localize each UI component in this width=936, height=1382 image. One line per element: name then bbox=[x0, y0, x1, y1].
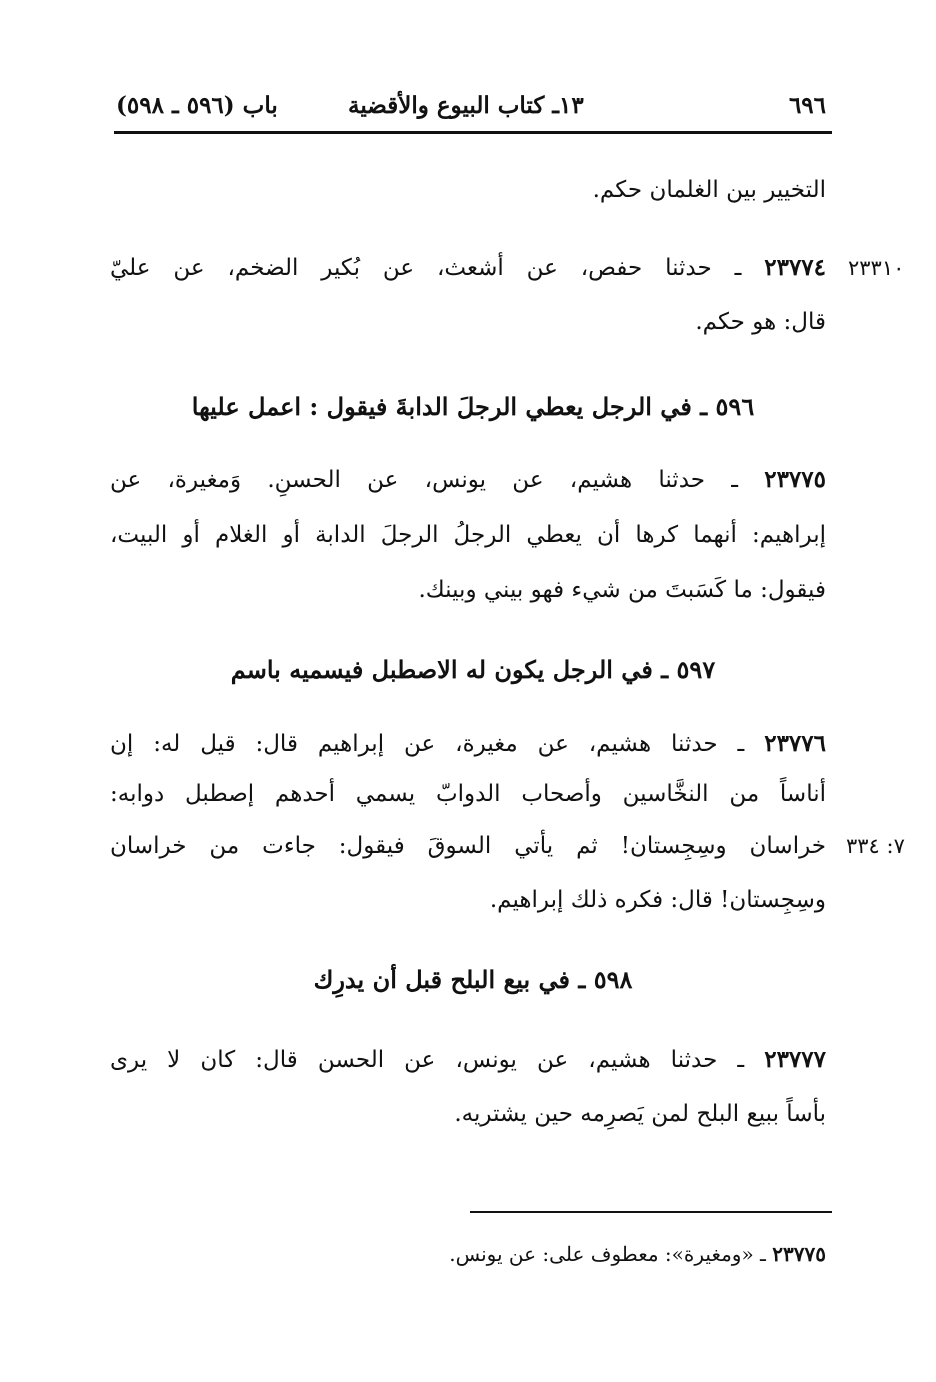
hadith-text: ـ حدثنا هشيم، عن يونس، عن الحسن قال: كان لا يرى bbox=[110, 1047, 745, 1073]
chapter-range: باب (٥٩٦ ـ ٥٩٨) bbox=[116, 92, 278, 119]
hadith-number: ٢٣٧٧٤ bbox=[764, 254, 827, 281]
footnote-number: ٢٣٧٧٥ bbox=[772, 1242, 826, 1266]
margin-reference: ٧: ٣٣٤ bbox=[846, 834, 905, 858]
hadith-23777-line1 bbox=[110, 1040, 826, 1080]
footnote-text: ـ «ومغيرة»: معطوف على: عن يونس. bbox=[449, 1242, 766, 1266]
hadith-23776-line2: أناساً من النخَّاسين وأصحاب الدوابّ يسمي أحدهم إصطبل دوابه: bbox=[110, 781, 826, 807]
header-rule bbox=[114, 131, 832, 134]
hadith-number: ٢٣٧٧٥ bbox=[764, 466, 826, 493]
footnote-rule bbox=[470, 1211, 832, 1213]
hadith-text: ـ حدثنا حفص، عن أشعث، عن بُكير الضخم، عن عليّ bbox=[110, 255, 742, 281]
hadith-23776-line3: خراسان وسِجِستان! ثم يأتي السوقَ فيقول: جاءت من خراسان bbox=[110, 833, 826, 859]
book-title: ١٣ـ كتاب البيوع والأقضية bbox=[348, 92, 584, 119]
hadith-text: ـ حدثنا هشيم، عن يونس، عن الحسنِ. وَمغيرة، عن bbox=[110, 467, 738, 493]
footnote bbox=[449, 1236, 826, 1272]
chapter-597-heading: ٥٩٧ ـ في الرجل يكون له الاصطبل فيسميه باسم bbox=[230, 655, 716, 684]
hadith-23775-line2: إبراهيم: أنهما كرها أن يعطي الرجلُ الرجلَ الدابة أو الغلام أو البيت، bbox=[110, 522, 826, 548]
hadith-23776-line4: وسِجِستان! قال: فكره ذلك إبراهيم. bbox=[489, 887, 826, 913]
hadith-23776-line1 bbox=[110, 724, 826, 764]
page-number: ٦٩٦ bbox=[788, 92, 826, 119]
hadith-23777-line2: بأساً ببيع البلح لمن يَصرِمه حين يشتريه. bbox=[454, 1101, 826, 1127]
intro-line: التخيير بين الغلمان حكم. bbox=[592, 177, 826, 203]
hadith-number: ٢٣٧٧٦ bbox=[764, 730, 826, 757]
hadith-23774-line2: قال: هو حكم. bbox=[695, 309, 826, 335]
hadith-23775-line1 bbox=[110, 460, 826, 500]
hadith-23774-line1 bbox=[110, 248, 826, 288]
hadith-23775-line3: فيقول: ما كَسَبتَ من شيء فهو بيني وبينك. bbox=[418, 577, 826, 603]
chapter-598-heading: ٥٩٨ ـ في بيع البلح قبل أن يدرِك bbox=[313, 965, 633, 994]
chapter-596-heading: ٥٩٦ ـ في الرجل يعطي الرجلَ الدابةَ فيقول : اعمل عليها bbox=[191, 392, 755, 421]
hadith-number: ٢٣٧٧٧ bbox=[764, 1046, 826, 1073]
margin-number: ٢٣٣١٠ bbox=[848, 256, 905, 280]
hadith-text: ـ حدثنا هشيم، عن مغيرة، عن إبراهيم قال: قيل له: إن bbox=[110, 731, 745, 757]
